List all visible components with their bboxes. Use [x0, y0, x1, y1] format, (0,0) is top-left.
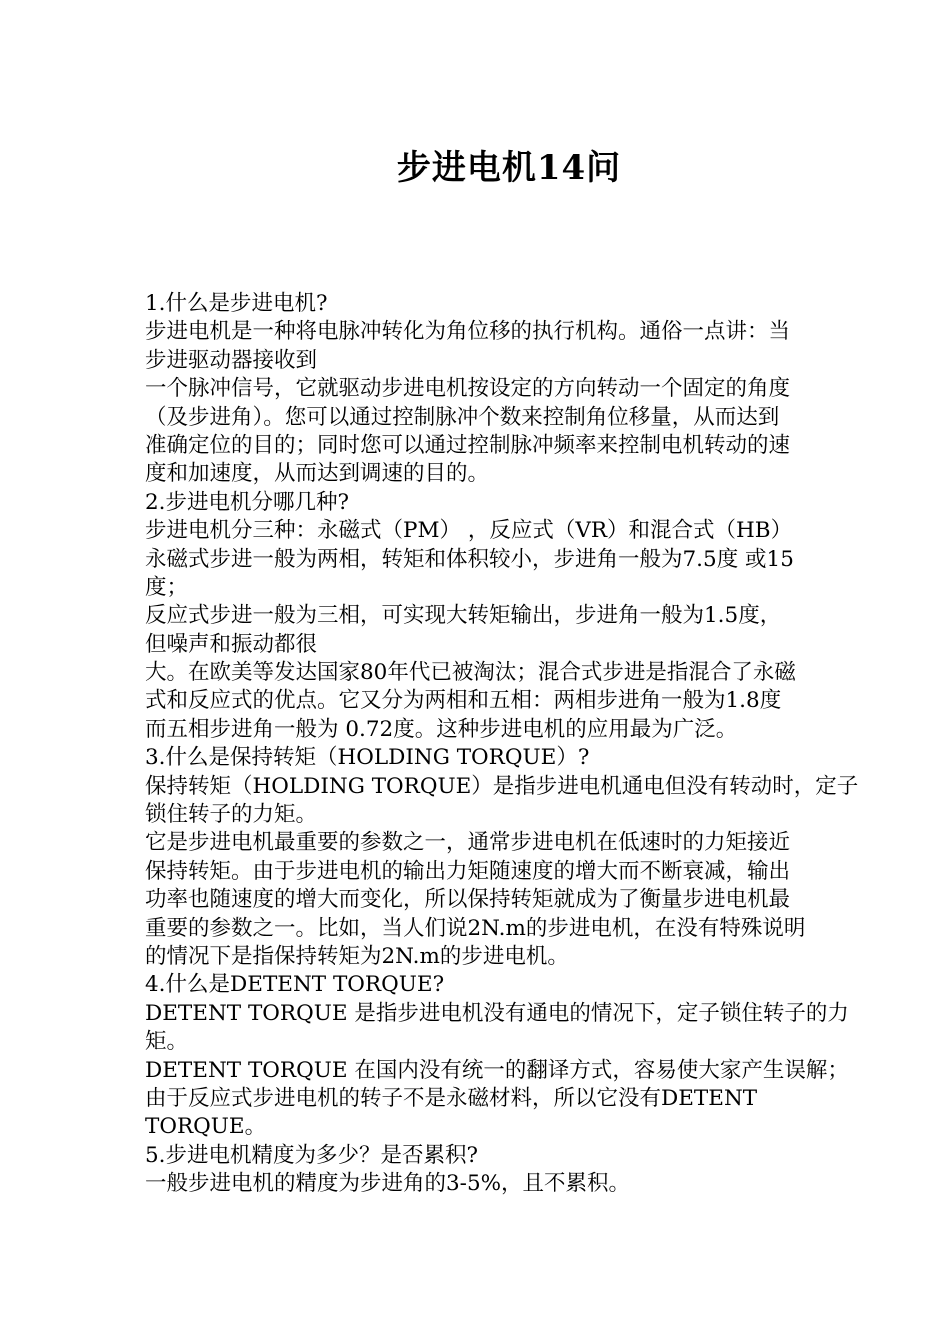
- text-line: 大。在欧美等发达国家80年代已被淘汰；混合式步进是指混合了永磁: [145, 660, 796, 686]
- text-line: 度和加速度，从而达到调速的目的。: [145, 461, 490, 487]
- text-line: 一个脉冲信号，它就驱动步进电机按设定的方向转动一个固定的角度: [145, 376, 791, 402]
- text-line: 锁住转子的力矩。: [145, 802, 318, 828]
- text-line: 它是步进电机最重要的参数之一，通常步进电机在低速时的力矩接近: [145, 830, 791, 856]
- text-line: 准确定位的目的；同时您可以通过控制脉冲频率来控制电机转动的速: [145, 432, 791, 458]
- text-line: DETENT TORQUE 是指步进电机没有通电的情况下，定子锁住转子的力: [145, 1000, 849, 1026]
- text-line: 保持转矩（HOLDING TORQUE）是指步进电机通电但没有转动时，定子: [145, 773, 859, 799]
- text-line: 而五相步进角一般为 0.72度。这种步进电机的应用最为广泛。: [145, 716, 738, 742]
- text-line: 反应式步进一般为三相，可实现大转矩输出，步进角一般为1.5度，: [145, 603, 782, 629]
- text-line: 矩。: [145, 1029, 189, 1055]
- text-line: 但噪声和振动都很: [145, 631, 318, 657]
- text-line: 功率也随速度的增大而变化，所以保持转矩就成为了衡量步进电机最: [145, 887, 791, 913]
- text-line: TORQUE。: [145, 1114, 267, 1140]
- text-line: 永磁式步进一般为两相，转矩和体积较小，步进角一般为7.5度 或15: [145, 546, 794, 572]
- text-line: 重要的参数之一。比如，当人们说2N.m的步进电机，在没有特殊说明: [145, 915, 806, 941]
- text-line: 度；: [145, 574, 189, 600]
- text-line: 由于反应式步进电机的转子不是永磁材料，所以它没有DETENT: [145, 1085, 758, 1111]
- document-title: 步进电机14问: [396, 148, 622, 188]
- text-line: 1.什么是步进电机?: [145, 291, 328, 316]
- text-line: 步进电机分三种：永磁式（PM） ，反应式（VR）和混合式（HB）: [145, 518, 793, 544]
- text-line: 式和反应式的优点。它又分为两相和五相：两相步进角一般为1.8度: [145, 688, 782, 714]
- text-line: 3.什么是保持转矩（HOLDING TORQUE）?: [145, 745, 590, 771]
- text-line: 的情况下是指保持转矩为2N.m的步进电机。: [145, 943, 569, 969]
- text-line: 保持转矩。由于步进电机的输出力矩随速度的增大而不断衰减，输出: [145, 858, 791, 884]
- text-line: （及步进角）。您可以通过控制脉冲个数来控制角位移量，从而达到: [145, 404, 780, 430]
- text-line: 步进电机是一种将电脉冲转化为角位移的执行机构。通俗一点讲：当: [145, 319, 791, 345]
- text-line: 2.步进电机分哪几种?: [145, 489, 350, 515]
- document-body: [145, 290, 880, 1199]
- text-line: 5.步进电机精度为多少？是否累积?: [145, 1142, 479, 1168]
- text-line: 4.什么是DETENT TORQUE?: [145, 972, 445, 998]
- text-line: 步进驱动器接收到: [145, 347, 318, 373]
- text-line: 一般步进电机的精度为步进角的3-5%，且不累积。: [145, 1171, 631, 1197]
- text-line: DETENT TORQUE 在国内没有统一的翻译方式，容易使大家产生误解；: [145, 1057, 849, 1083]
